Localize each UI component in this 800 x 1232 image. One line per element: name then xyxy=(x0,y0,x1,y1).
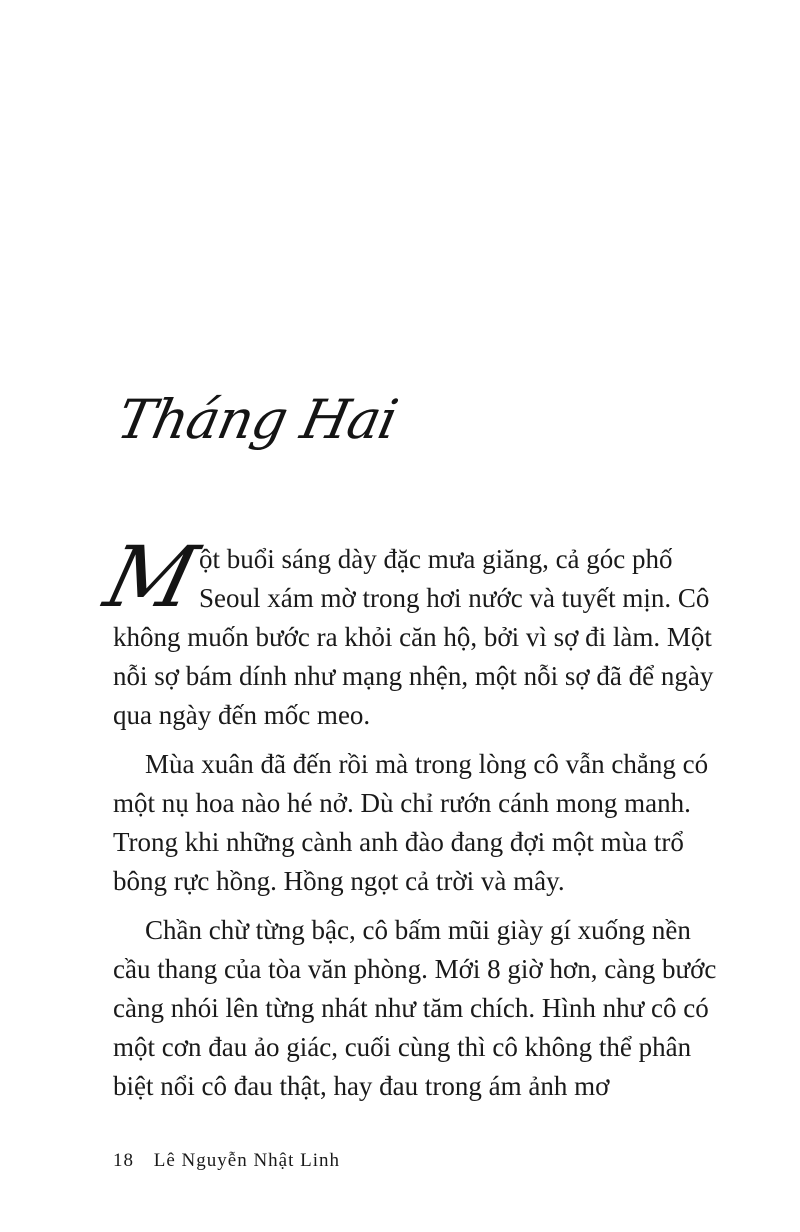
page-footer xyxy=(113,1150,340,1172)
paragraph-1-text: ột buổi sáng dày đặc mưa giăng, cả góc phố Seoul xám mờ trong hơi nước và tuyết mịn. Cô không muốn bước ra khỏi căn hộ, bởi vì sợ đi làm. Một nỗi sợ bám dính như mạng nhện, một nỗi sợ đã để ngày qua ngày đến mốc meo. xyxy=(113,544,714,730)
chapter-title: Tháng Hai xyxy=(112,388,403,452)
drop-cap: M xyxy=(96,528,207,626)
body-text xyxy=(96,528,723,1116)
paragraph-2: Mùa xuân đã đến rồi mà trong lòng cô vẫn chẳng có một nụ hoa nào hé nở. Dù chỉ rướn cánh mong manh. Trong khi những cành anh đào đang đợi một mùa trổ bông rực hồng. Hồng ngọt cả trời và mây. xyxy=(113,749,709,896)
author-name: Lê Nguyễn Nhật Linh xyxy=(153,1150,341,1171)
page-number: 18 xyxy=(113,1150,134,1171)
paragraph-1 xyxy=(96,528,723,735)
paragraph-3: Chần chừ từng bậc, cô bấm mũi giày gí xuống nền cầu thang của tòa văn phòng. Mới 8 giờ hơn, càng bước càng nhói lên từng nhát như tăm chích. Hình như cô có một cơn đau ảo giác, cuối cùng thì cô không thể phân biệt nổi cô đau thật, hay đau trong ám ảnh mơ xyxy=(113,915,717,1101)
